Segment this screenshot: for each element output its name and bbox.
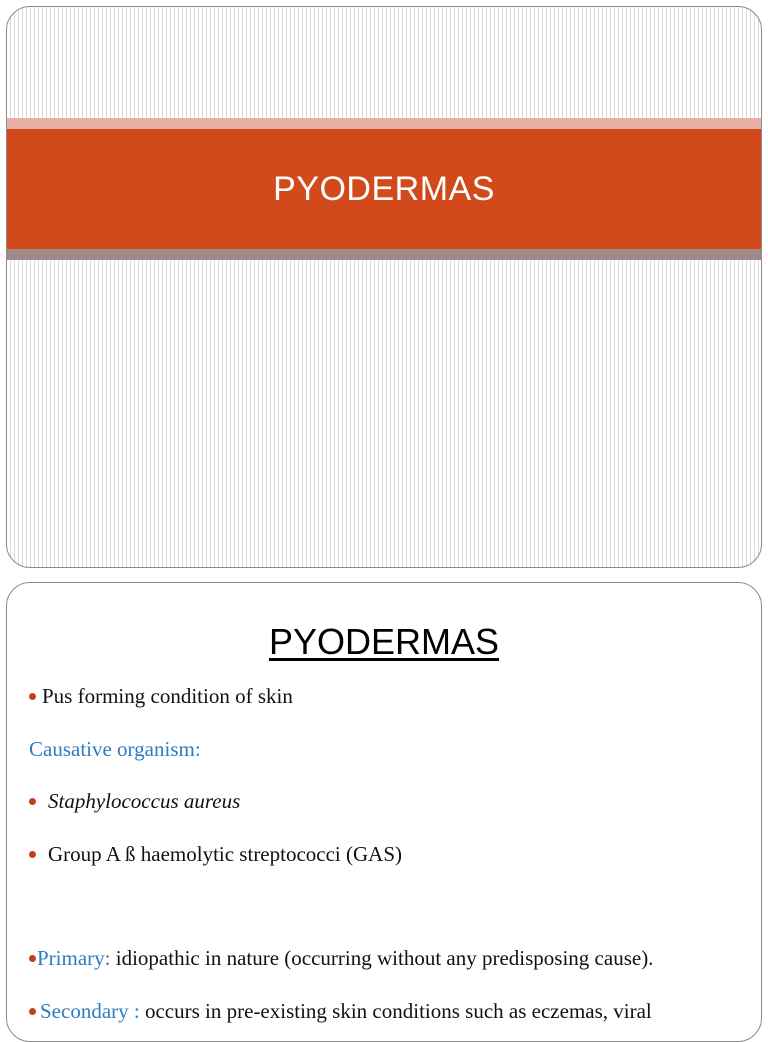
primary-text: idiopathic in nature (occurring without any predisposing cause). (110, 946, 654, 970)
title-slide (6, 6, 762, 568)
title-band (7, 129, 761, 249)
slide-heading: PYODERMAS (268, 621, 500, 662)
bullet-pus-forming (29, 684, 293, 709)
bullet-text: Pus forming condition of skin (42, 684, 293, 708)
slide-title: PYODERMAS (273, 169, 495, 208)
content-slide (6, 582, 762, 1042)
secondary-text: occurs in pre-existing skin conditions such as eczemas, viral (139, 999, 652, 1023)
title-bottom-band (7, 249, 761, 260)
bullet-dot-icon (29, 1008, 36, 1015)
bullet-dot-icon (29, 798, 36, 805)
bullet-text: Group A ß haemolytic streptococci (GAS) (48, 842, 403, 866)
bullet-primary (29, 946, 653, 971)
bullet-dot-icon (29, 851, 36, 858)
bullet-dot-icon (29, 693, 36, 700)
secondary-label: Secondary : (40, 999, 140, 1023)
primary-label: Primary: (37, 946, 111, 970)
bullet-streptococci (29, 842, 402, 867)
bullet-secondary (29, 999, 652, 1024)
bullet-staphylococcus (29, 789, 240, 814)
bullet-text: Staphylococcus aureus (48, 789, 241, 813)
title-top-band (7, 118, 761, 129)
causative-organism-label: Causative organism: (29, 737, 201, 761)
bullet-dot-icon (29, 955, 36, 962)
